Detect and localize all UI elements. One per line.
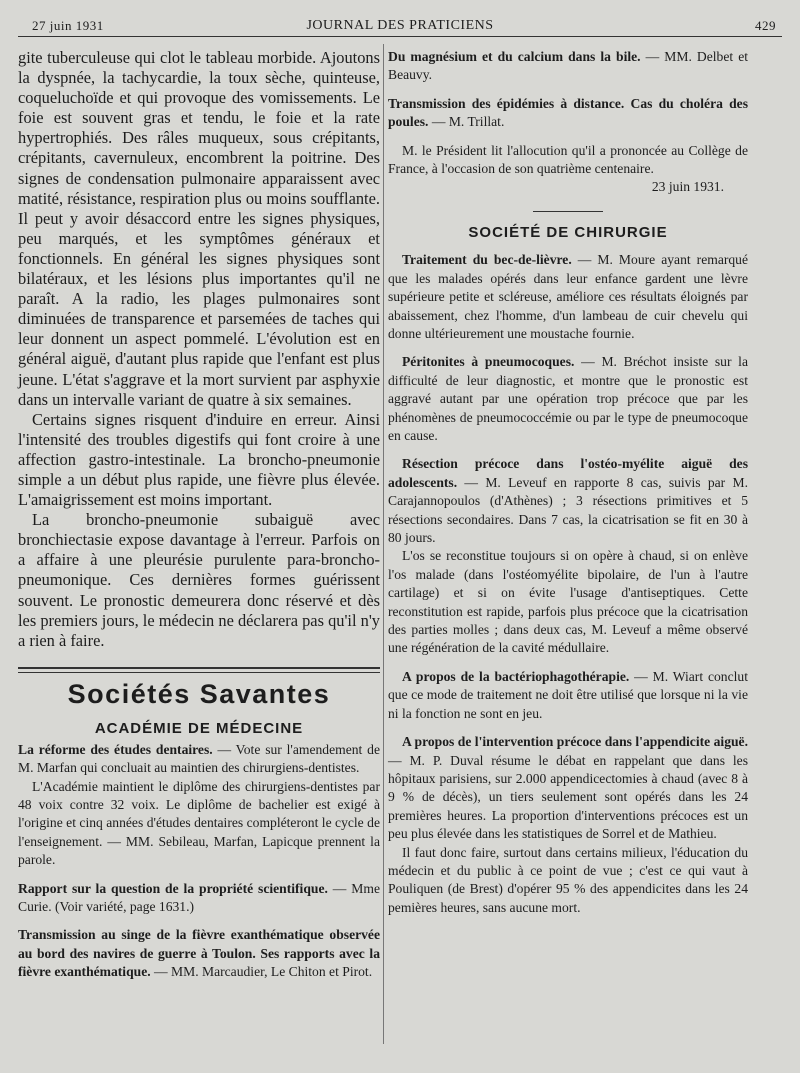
entry-text: — M. Wiart conclut que ce mode de traitement ne doit être utilisé que lorsque ni la vie ni la fonction ne sont en jeu.	[388, 668, 748, 721]
society-heading: SOCIÉTÉ DE CHIRURGIE	[468, 224, 668, 242]
entry-paragraph: Il faut donc faire, surtout dans certains milieux, l'éducation du médecin et du public à ce point de vue ; c'est ce qui vaut à Pouliquen (de Brest) d'opérer 95 % des appendicites dans les 24 pemières heures, sans aucune mort.	[388, 844, 748, 915]
article-paragraph: La broncho-pneumonie subaiguë avec bronchiectasie expose davantage à l'erreur. Parfois on a affaire à une pleurésie purulente para-broncho-pneumonique. Ces dernières formes guérissent souvent. Le pronostic demeurera donc réservé et dès les premiers jours, le médecin ne déclarera pas qu'il n'y a rien à faire.	[18, 510, 380, 650]
entry-title: A propos de l'intervention précoce dans l'appendicite aiguë.	[402, 734, 748, 750]
entry-text: — M. Moure ayant remarqué que les malades opérés dans leur enfance gardent une lèvre supérieure petite et scléreuse, améliore ces résultats éloignés par abaissement, chez l'homme, d'un lambeau de cuir chevelu qui donne ultérieurement une moustache fournie.	[388, 252, 749, 341]
entry-title: Traitement du bec-de-lièvre.	[402, 252, 572, 268]
section-divider	[18, 667, 380, 673]
entry-text: — Vote sur l'amendement de M. Marfan qui concluait au maintien des chirurgiens-dentistes.	[18, 741, 380, 776]
entry-title: Rapport sur la question de la propriété scientifique.	[18, 880, 328, 896]
entry-paragraph: L'os se reconstitue toujours si on opère à chaud, si on enlève l'os malade (dans l'ostéomyélite bipolaire, de l'un à l'autre cartilage) et si on évite l'usage d'antiseptiques. Cette reconstitution est rapide, parfois plus précoce que la cicatrisation des parties molles ; dans deux cas, M. Leveuf a même observé une régénération de la cavité médullaire.	[388, 548, 748, 656]
entry-text: — Mme Curie. (Voir variété, page 1631.)	[18, 880, 380, 915]
left-column	[18, 48, 380, 982]
article-paragraph: Certains signes risquent d'induire en erreur. Ainsi l'intensité des troubles digestifs qui font croire à une affection gastro-intestinale. La broncho-pneumonie simple a un début plus rapide, une fièvre plus élevée. L'amaigrissement est moins important.	[18, 409, 380, 510]
entry-text: — M. Bréchot insiste sur la difficulté de leur diagnostic, et montre que le pronostic est aggravé autant par une opération trop précoce que par les phénomènes de pneumococcémie ou par le type de pneumocoque en cause.	[388, 354, 748, 443]
society-entry	[388, 251, 748, 343]
academy-heading: ACADÉMIE DE MÉDECINE	[94, 719, 304, 737]
entry-text: — MM. Marcaudier, Le Chiton et Pirot.	[150, 964, 373, 980]
entry-paragraph: L'Académie maintient le diplôme des chirurgiens-dentistes par 48 voix contre 32 voix. Le diplôme de bachelier est exigé à l'origine et cinq années d'études dentaires compléteront le cycle de l'enseignement. — MM. Sebileau, Marfan, Lapicque prennent la parole.	[18, 778, 380, 868]
journal-title: JOURNAL DES PRATICIENS	[306, 18, 494, 33]
page-number: 429	[755, 18, 776, 33]
section-heading: Sociétés Savantes	[67, 678, 331, 709]
short-divider	[533, 211, 603, 213]
right-column	[388, 48, 748, 917]
society-entry	[388, 733, 748, 843]
entry-title: Transmission des épidémies à distance. Cas du choléra des poules.	[388, 95, 748, 130]
issue-date: 27 juin 1931	[32, 18, 104, 33]
academy-entry	[18, 880, 380, 917]
academy-entry	[18, 926, 380, 981]
entry-text: — M. Leveuf en rapporte 8 cas, suivis par M. Carajannopoulos (d'Athènes) ; 3 résections primitives et 5 résections secondaires. Dans 7 cas, la cicatrisation se fit en 30 à 80 jours.	[388, 474, 748, 546]
society-entry	[388, 455, 748, 547]
page-header	[18, 14, 782, 37]
column-divider	[383, 44, 384, 1044]
article-paragraph: gite tuberculeuse qui clot le tableau morbide. Ajoutons la dyspnée, la tachycardie, la toux sèche, quinteuse, coqueluchoïde et qui provoque des vomissements. Le foie est souvent gras et tendu, le foie et la rate hypertrophiés. Des râles muqueux, sous crépitants, crépitants, cavernuleux, encombrent la poitrine. Des signes de condensation pulmonaire apparaissent avec matité, résistance, respiration plus ou moins soufflante. Il peut y avoir désaccord entre les signes physiques, peu marqués, et les symptômes généraux et fonctionnels. En général les signes physiques sont bilatéraux, et les lésions plus importantes qu'il ne paraît. A la radio, les plages pulmonaires sont diminuées de transparence et parsemées de taches qui leur donnent un aspect pommelé. L'évolution est en général aiguë, d'autant plus rapide que l'enfant est plus jeune. L'état s'aggrave et la mort survient par asphyxie dans un intervalle variant de quatre à six semaines.	[18, 48, 380, 409]
society-entry	[388, 668, 748, 723]
society-entry	[388, 353, 748, 445]
entry-title: Transmission au singe de la fièvre exanthématique observée au bord des navires de guerre à Toulon. Ses rapports avec la fièvre exanthématique.	[18, 927, 380, 980]
entry-text: — MM. Delbet et Beauvy.	[388, 49, 749, 83]
note-date: 23 juin 1931.	[651, 179, 724, 195]
entry-title: A propos de la bactériophagothérapie.	[402, 668, 630, 684]
academy-entry	[18, 741, 380, 778]
entry-text: — M. P. Duval résume le débat en rappelant que dans les hôpitaux parisiens, sur 2.000 appendicectomies à chaud (avec 8 à 9 % de décès), un tiers seulement sont opérés dans les 24 premières heures. La proportion d'interventions précoces est un peu plus élevée dans les statistiques de Sorrel et de Mathieu.	[388, 752, 748, 842]
president-note: M. le Président lit l'allocution qu'il a prononcée au Collège de France, à l'occasion de son quatrième centenaire.	[388, 142, 748, 177]
entry-title: Résection précoce dans l'ostéo-myélite aiguë des adolescents.	[388, 456, 748, 490]
entry-title: Péritonites à pneumocoques.	[402, 354, 575, 370]
entry-text: — M. Trillat.	[428, 114, 505, 130]
academy-entry	[388, 48, 748, 85]
entry-title: Du magnésium et du calcium dans la bile.	[388, 49, 641, 64]
entry-title: La réforme des études dentaires.	[18, 741, 213, 757]
academy-entry	[388, 95, 748, 132]
